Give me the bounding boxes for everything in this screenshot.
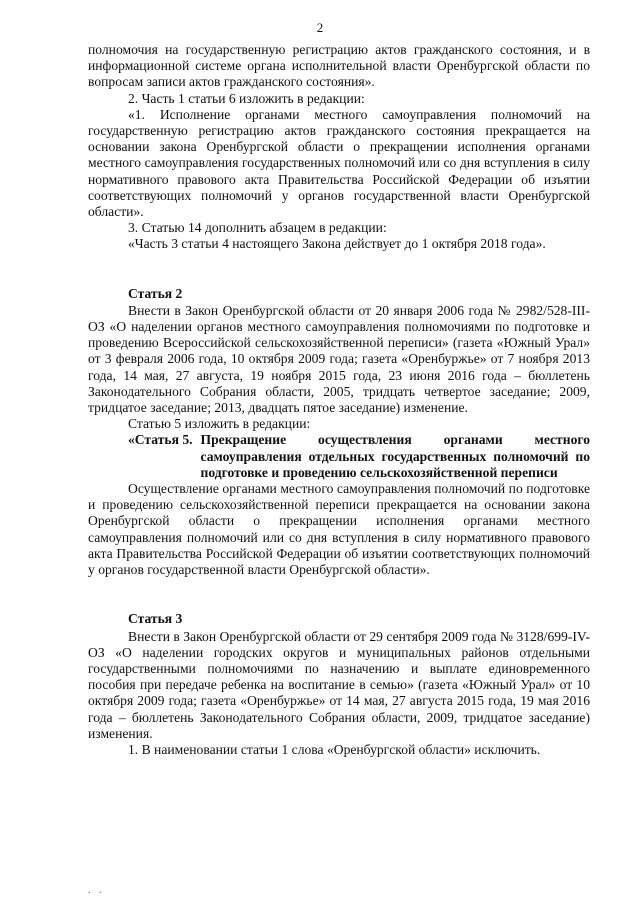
article-5-text: Осуществление органами местного самоуправления полномочий по подготовке и проведению сельскохозяйственной переписи прекращается на основании закона Оренбургской области о прекращении исполнения органами местного самоуправления полномочий или со дня вступления в силу нормативного правового акта Правительства Российской Федерации об изъятии соответствующих полномочий у органов государственной власти Оренбургской области». (88, 481, 590, 578)
page-number: 2 (316, 20, 324, 35)
article-2-paragraph-1: Внести в Закон Оренбургской области от 20 января 2006 года № 2982/528-III-ОЗ «О наделении органов местного самоуправления полномочиями по подготовке и проведению Всероссийской сельскохозяйственной переписи» (газета «Южный Урал» от 3 февраля 2006 года, 10 октября 2009 года; газета «Оренбуржье» от 7 ноября 2013 года, 14 мая, 27 августа, 19 ноября 2015 года, 23 июня 2016 года – бюллетень Законодательного Собрания области, 2005, тридцать четвертое заседание; 2009, тридцатое заседание; 2013, двадцать пятое заседание) изменение. (88, 302, 590, 416)
spacer (88, 578, 590, 594)
paragraph-item-2: 2. Часть 1 статьи 6 изложить в редакции: (128, 90, 365, 106)
article-3-paragraph-1: Внести в Закон Оренбургской области от 29 сентября 2009 года № 3128/699-IV-ОЗ «О наделении городских округов и муниципальных районов отдельными государственными полномочиями по назначению и выплате единовременного пособия при передаче ребенка на воспитание в семью» (газета «Южный Урал» от 10 октября 2009 года; газета «Оренбуржье» от 14 мая, 27 августа 2015 года, 19 мая 2016 года – бюллетень Законодательного Собрания области, 2009, тридцатое заседание) изменения. (88, 628, 590, 741)
article-2-heading: Статья 2 (128, 285, 183, 301)
document-body (88, 42, 590, 758)
article-5-title: Прекращение осуществления органами местного самоуправления отдельных государственных полномочий по подготовке и проведению сельскохозяйственной переписи (200, 432, 590, 480)
article-3-paragraph-2: 1. В наименовании статьи 1 слова «Оренбургской области» исключить. (128, 741, 541, 757)
article-5-label: «Статья 5. (128, 432, 193, 448)
article-5-title-block (128, 432, 590, 481)
spacer (88, 253, 590, 269)
article-3-heading: Статья 3 (128, 611, 183, 627)
article-2-paragraph-2: Статью 5 изложить в редакции: (128, 416, 311, 432)
footer-marks: . . (88, 885, 105, 896)
paragraph-quote-part3: «Часть 3 статьи 4 настоящего Закона действует до 1 октября 2018 года». (128, 236, 546, 252)
paragraph-item-3: 3. Статью 14 дополнить абзацем в редакции: (128, 220, 387, 236)
paragraph-quote-part1: «1. Исполнение органами местного самоуправления полномочий на государственную регистрацию актов гражданского состояния прекращается на основании закона Оренбургской области о прекращении исполнения органами местного самоуправления государственных полномочий или со дня вступления в силу нормативного правового акта Правительства Российской Федерации об изъятии соответствующих полномочий у органов государственной власти Оренбургской области». (88, 106, 590, 220)
paragraph-continuation: полномочия на государственную регистрацию актов гражданского состояния, и в информационной системе органа исполнительной власти Оренбургской области по вопросам записи актов гражданского состояния». (88, 42, 590, 90)
